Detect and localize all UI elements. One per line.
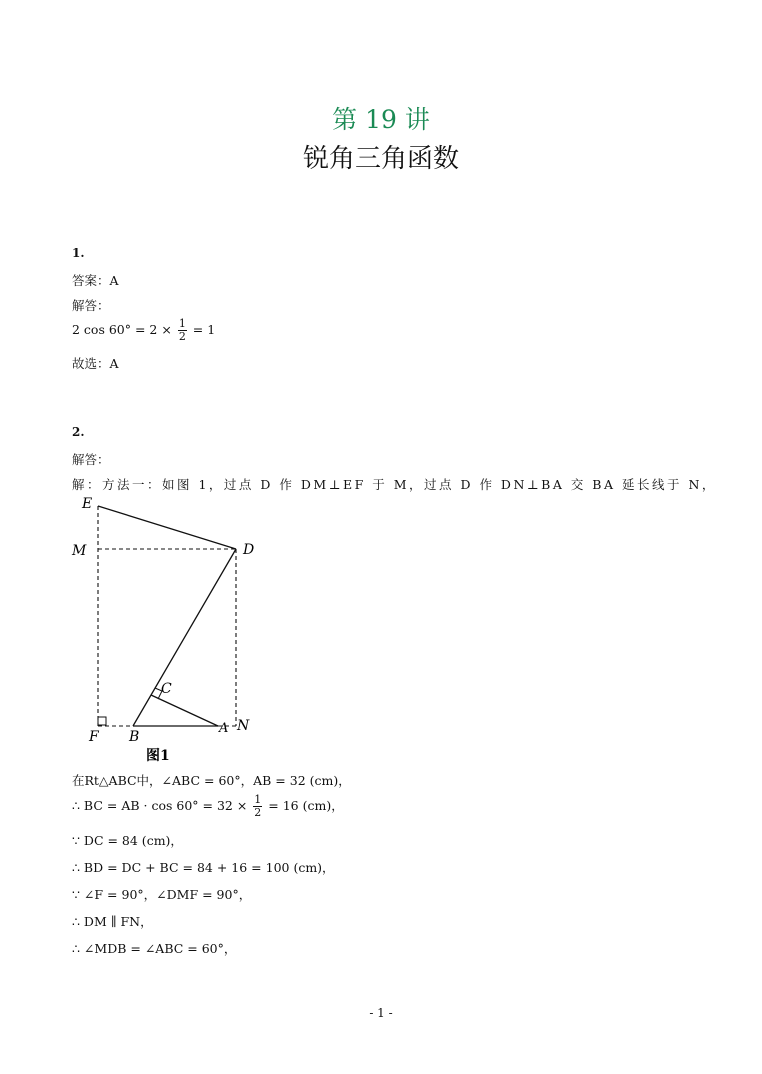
fraction-denominator: 2 <box>178 330 186 343</box>
label-M: M <box>72 543 87 559</box>
label-F: F <box>89 729 99 745</box>
question-1-number: 1. <box>72 246 85 260</box>
fraction <box>178 318 187 343</box>
step-2 <box>72 794 344 819</box>
step-2-left: ∴ BC = AB · cos 60° = 32 × <box>72 798 248 813</box>
question-2-number: 2. <box>72 425 85 439</box>
label-E: E <box>82 496 93 512</box>
label-N: N <box>237 718 250 734</box>
expr-left: 2 cos 60° = 2 × <box>72 322 172 337</box>
lecture-number: 第 19 讲 <box>332 105 430 134</box>
figure-1 <box>60 490 280 770</box>
step-7: ∴ ∠MDB = ∠ABC = 60°， <box>72 941 237 956</box>
step-1: 在Rt△ABC中，∠ABC = 60°，AB = 32 (cm)， <box>72 773 351 788</box>
label-D: D <box>243 542 255 558</box>
page-number: - 1 - <box>369 1006 393 1020</box>
segment-ED <box>98 506 236 549</box>
expr-right: = 1 <box>192 322 216 337</box>
step-2-numerator: 1 <box>254 793 262 806</box>
step-5: ∵ ∠F = 90°，∠DMF = 90°， <box>72 887 252 902</box>
fraction-numerator: 1 <box>178 317 186 330</box>
segment-CA <box>151 695 218 726</box>
step-2-fraction <box>253 794 262 819</box>
question-1-answer: 答案：A <box>72 273 119 288</box>
step-2-right: = 16 (cm)， <box>268 798 344 813</box>
step-4: ∴ BD = DC + BC = 84 + 16 = 100 (cm)， <box>72 860 335 875</box>
question-1-expression <box>72 318 215 343</box>
right-angle-F <box>98 717 106 725</box>
segment-BD <box>133 549 236 726</box>
question-1-choice: 故选：A <box>72 356 119 371</box>
step-6: ∴ DM ∥ FN， <box>72 914 153 929</box>
step-3: ∵ DC = 84 (cm)， <box>72 833 183 848</box>
question-2-solution-label: 解答： <box>72 452 110 467</box>
label-B: B <box>129 729 140 745</box>
question-2-method-text: 解：方法一：如图 1，过点 D 作 DM⊥EF 于 M，过点 D 作 DN⊥BA 交 BA 延长线于 N， <box>72 477 717 492</box>
page-title: 锐角三角函数 <box>302 144 459 174</box>
question-1-solution-label: 解答： <box>72 298 110 313</box>
figure-caption: 图1 <box>146 748 170 764</box>
label-C: C <box>161 681 172 697</box>
label-A: A <box>219 721 229 736</box>
step-2-denominator: 2 <box>254 806 262 819</box>
